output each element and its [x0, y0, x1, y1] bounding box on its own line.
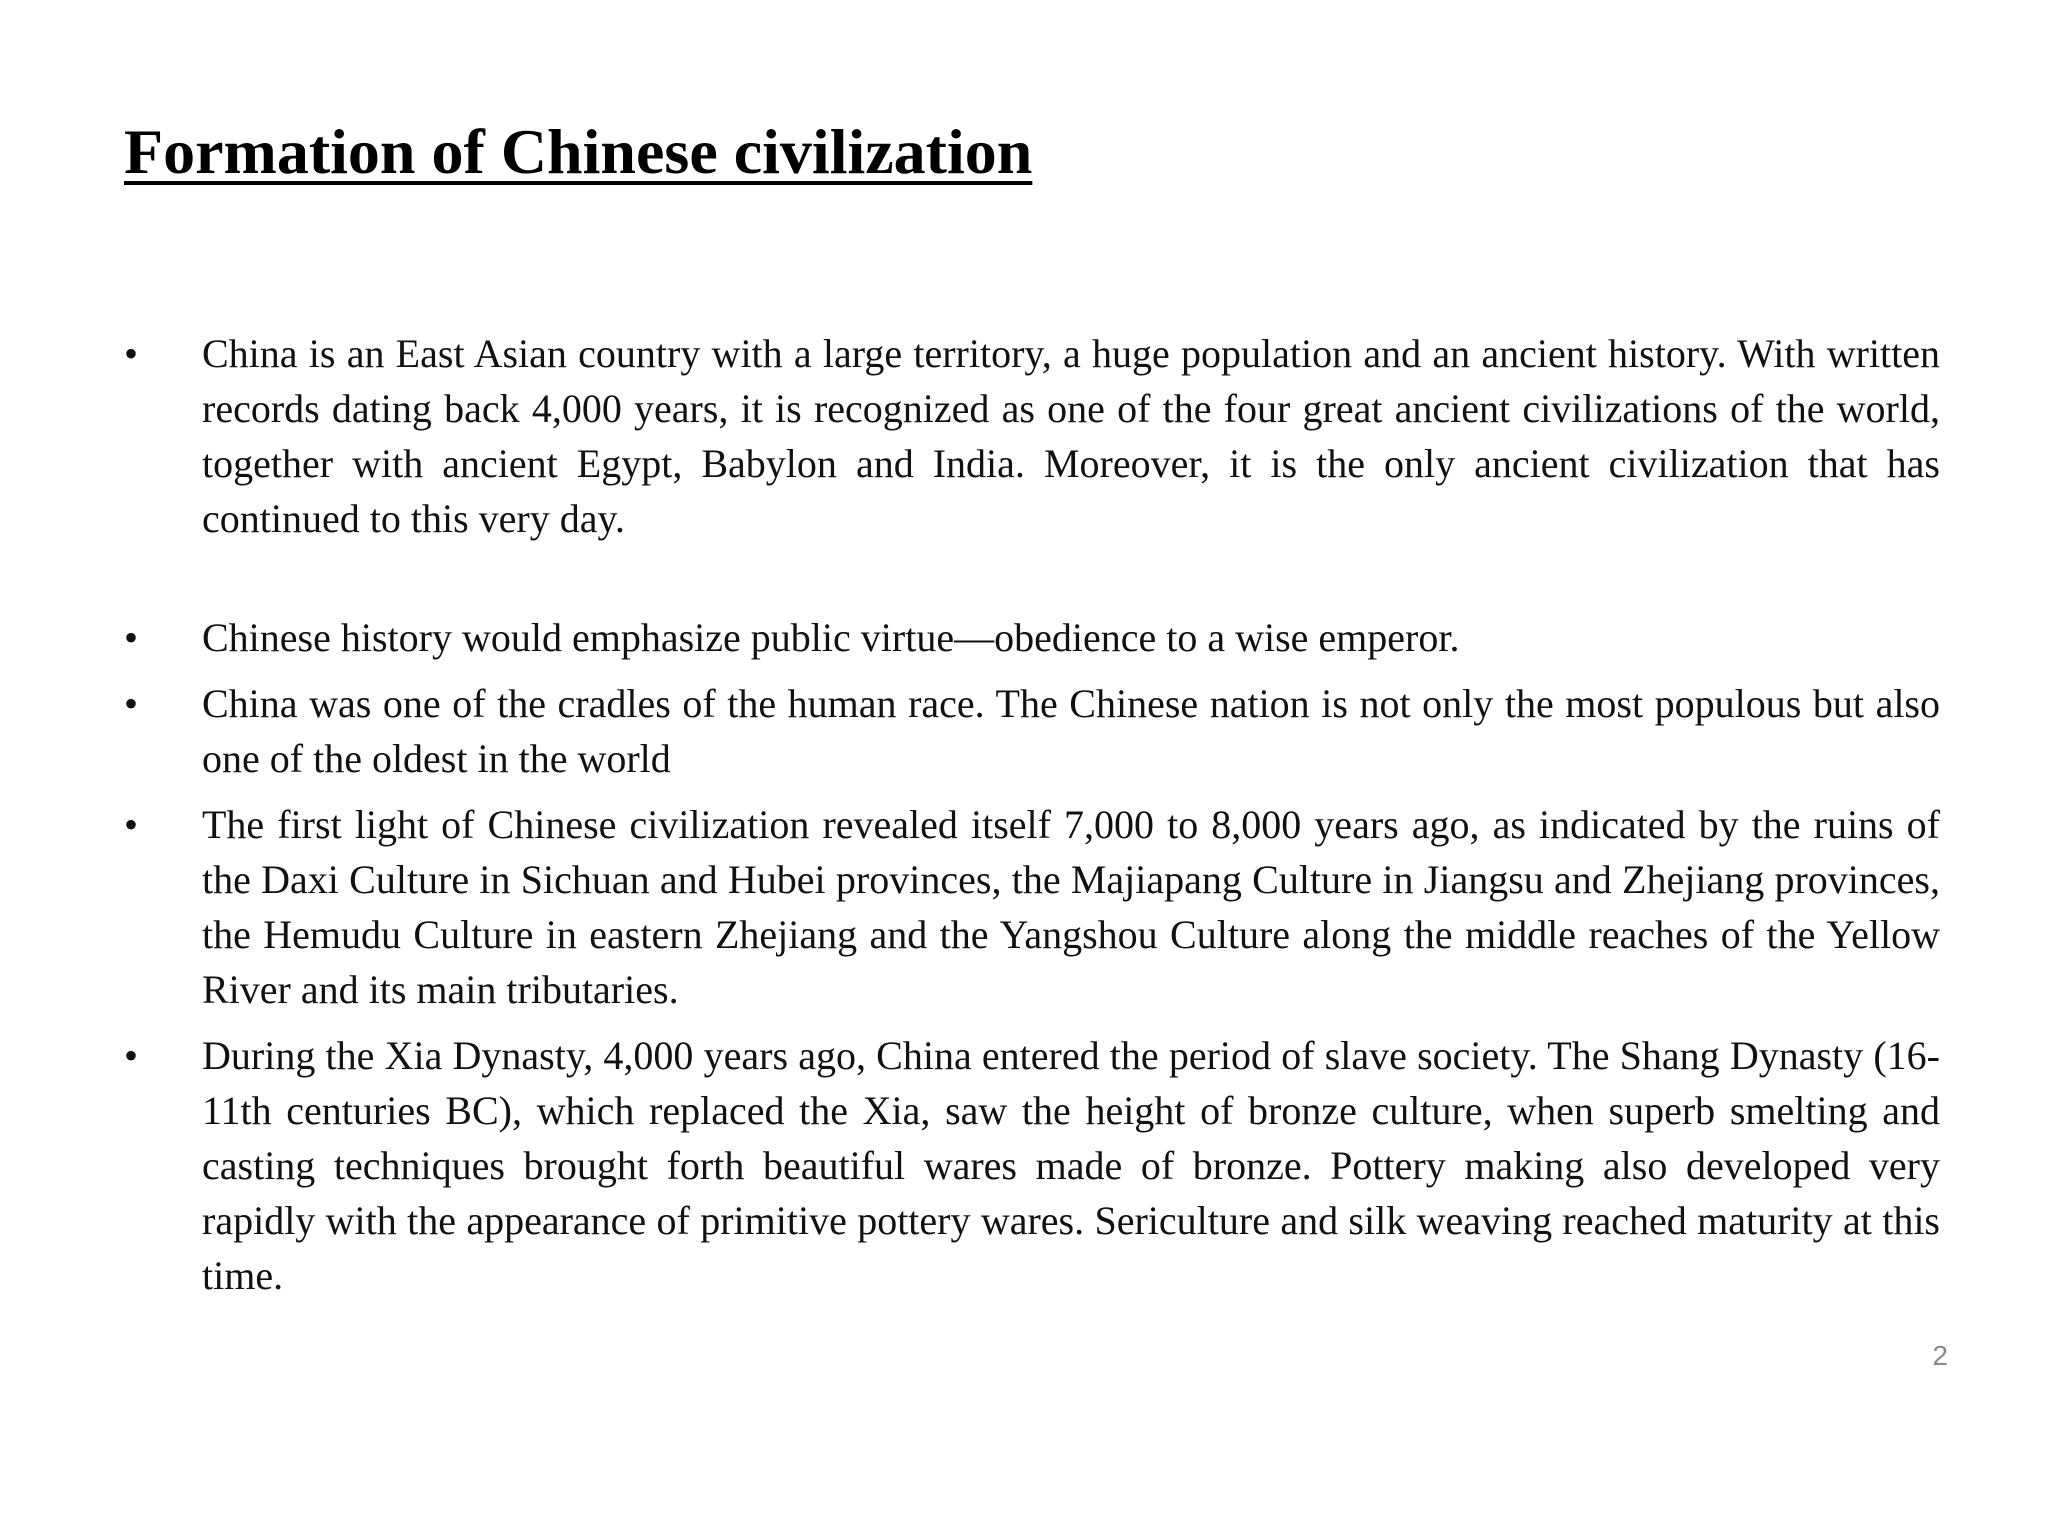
bullet-marker: •	[124, 615, 139, 660]
bullet-item	[124, 676, 1940, 786]
bullet-marker: •	[124, 331, 139, 376]
bullet-text: China is an East Asian country with a large territory, a huge population and an ancient history. With written records dating back 4,000 years, it is recognized as one of the four great ancient civilizations of the world, together with ancient Egypt, Babylon and India. Moreover, it is the only ancient civilization that has continued to this very day.	[202, 331, 1940, 541]
bullet-item	[124, 326, 1940, 546]
bullet-item	[124, 797, 1940, 1017]
bullet-marker: •	[124, 681, 139, 726]
bullet-text: China was one of the cradles of the human race. The Chinese nation is not only the most populous but also one of the oldest in the world	[202, 681, 1940, 781]
bullet-text: Chinese history would emphasize public virtue—obedience to a wise emperor.	[202, 615, 1460, 660]
bullet-list	[124, 326, 1940, 1314]
bullet-marker: •	[124, 802, 139, 847]
bullet-text: During the Xia Dynasty, 4,000 years ago, China entered the period of slave society. The Shang Dynasty (16-11th centuries BC), which replaced the Xia, saw the height of bronze culture, when superb smelting and casting techniques brought forth beautiful wares made of bronze. Pottery making also developed very rapidly with the appearance of primitive pottery wares. Sericulture and silk weaving reached maturity at this time.	[202, 1033, 1940, 1298]
bullet-text: The first light of Chinese civilization revealed itself 7,000 to 8,000 years ago, as indicated by the ruins of the Daxi Culture in Sichuan and Hubei provinces, the Majiapang Culture in Jiangsu and Zhejiang provinces, the Hemudu Culture in eastern Zhejiang and the Yangshou Culture along the middle reaches of the Yellow River and its main tributaries.	[202, 802, 1940, 1012]
bullet-item	[124, 1028, 1940, 1303]
page-number: 2	[1932, 1340, 1948, 1371]
bullet-item	[124, 610, 1940, 665]
bullet-marker: •	[124, 1033, 139, 1078]
slide-title: Formation of Chinese civilization	[124, 116, 1033, 187]
